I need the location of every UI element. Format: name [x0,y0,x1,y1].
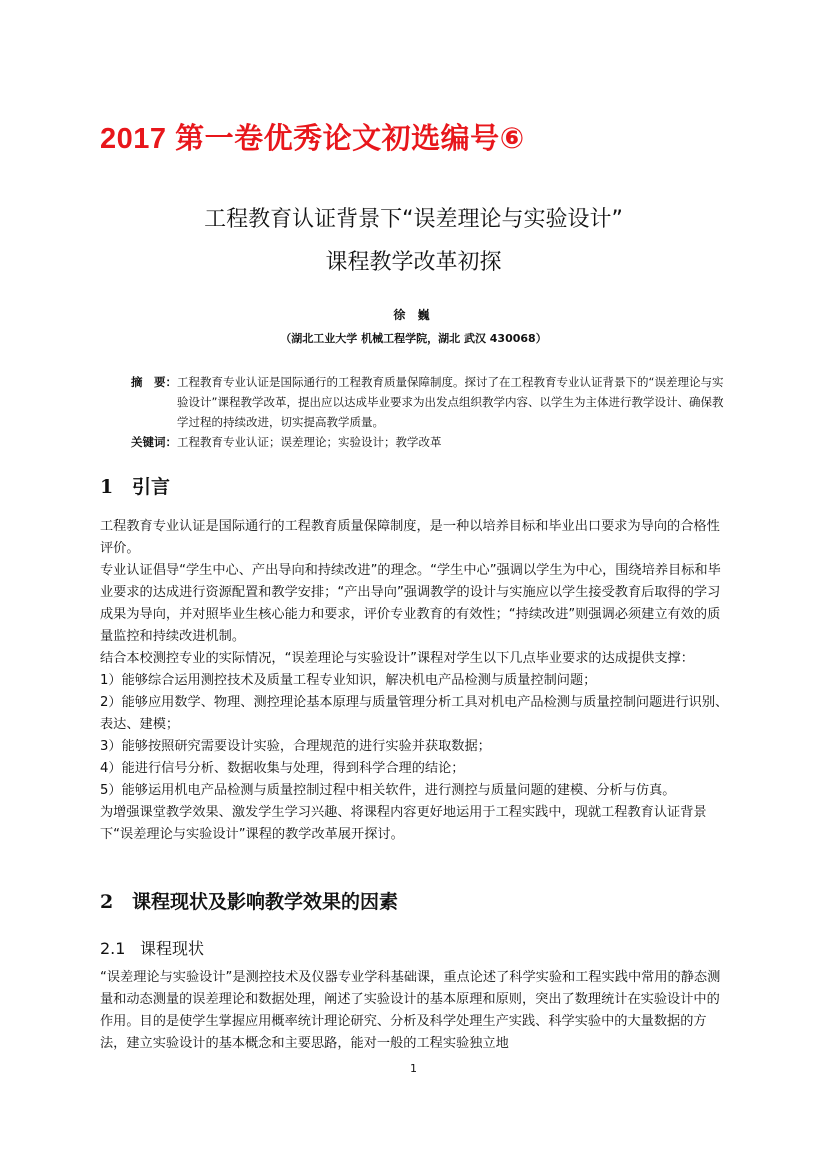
section-2-1-heading [100,936,204,959]
abstract-text: 工程教育专业认证是国际通行的工程教育质量保障制度。探讨了在工程教育专业认证背景下的“误差理论与实验设计”课程教学改革，提出应以达成毕业要求为出发点组织教学内容、以学生为主体进行教学设计、确保教学过程的持续改进，切实提高教学质量。 [177,375,724,429]
abstract-label: 摘 要： [131,375,177,389]
author-affiliation: （湖北工业大学 机械工程学院，湖北 武汉 430068） [280,332,547,345]
paragraph: 为增强课堂教学效果、激发学生学习兴趣、将课程内容更好地运用于工程实践中，现就工程教育认证背景下“误差理论与实验设计”课程的教学改革展开探讨。 [100,805,707,842]
paragraph: 工程教育专业认证是国际通行的工程教育质量保障制度，是一种以培养目标和毕业出口要求为导向的合格性评价。 [100,519,720,556]
page-number: 1 [410,1062,417,1075]
section-2-number: 2 [100,891,114,913]
keywords-label: 关键词： [131,435,177,449]
section-1-body [100,516,732,846]
section-2-1-body [100,967,732,1055]
paragraph: “误差理论与实验设计”是测控技术及仪器专业学科基础课，重点论述了科学实验和工程实践中常用的静态测量和动态测量的误差理论和数据处理，阐述了实验设计的基本原理和原则，突出了数理统计在实验设计中的作用。目的是使学生掌握应用概率统计理论研究、分析及科学处理生产实践、科学实验中的大量数据的方法，建立实验设计的基本概念和主要思路，能对一般的工程实验独立地 [100,970,721,1051]
author-name: 徐 巍 [393,308,434,322]
list-item: 1）能够综合运用测控技术及质量工程专业知识，解决机电产品检测与质量控制问题； [100,673,597,688]
section-2-heading [100,887,398,914]
section-2-title: 课程现状及影响教学效果的因素 [132,891,399,913]
section-1-heading [100,472,170,499]
section-2-1-number: 2.1 [100,939,126,958]
section-2-1-title: 课程现状 [140,939,205,958]
list-item: 4）能进行信号分析、数据收集与处理，得到科学合理的结论； [100,761,465,776]
list-item: 2）能够应用数学、物理、测控理论基本原理与质量管理分析工具对机电产品检测与质量控制问题进行识别、表达、建模； [100,695,729,732]
paragraph: 专业认证倡导“学生中心、产出导向和持续改进”的理念。“学生中心”强调以学生为中心，围绕培养目标和毕业要求的达成进行资源配置和教学安排；“产出导向”强调教学的设计与实施应以学生接受教育后取得的学习成果为导向，并对照毕业生核心能力和要求，评价专业教育的有效性；“持续改进”则强调必须建立有效的质量监控和持续改进机制。 [100,563,721,644]
list-item: 3）能够按照研究需要设计实验，合理规范的进行实验并获取数据； [100,739,491,754]
list-item: 5）能够运用机电产品检测与质量控制过程中相关软件，进行测控与质量问题的建模、分析与仿真。 [100,783,676,798]
abstract-row [131,372,731,432]
section-1-title: 引言 [132,476,171,498]
paper-title-line-1: 工程教育认证背景下“误差理论与实验设计” [204,207,623,232]
abstract-block [131,372,731,452]
selection-banner: 2017 第一卷优秀论文初选编号⑥ [100,123,525,155]
paragraph: 结合本校测控专业的实际情况，“误差理论与实验设计”课程对学生以下几点毕业要求的达成提供支撑： [100,651,694,666]
keywords-text: 工程教育专业认证；误差理论；实验设计；教学改革 [177,435,442,449]
keywords-row [131,432,731,452]
paper-title-line-2: 课程教学改革初探 [325,250,502,275]
section-1-number: 1 [100,476,114,498]
